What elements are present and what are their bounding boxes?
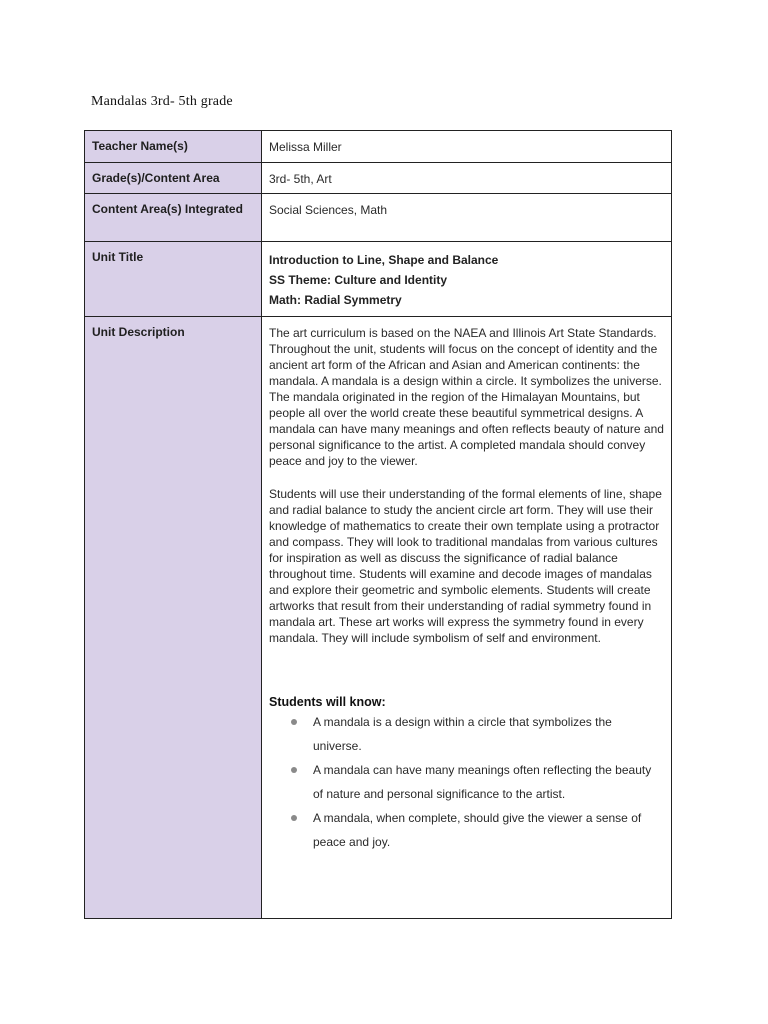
math-line: Math: Radial Symmetry bbox=[269, 293, 402, 307]
list-item-text: A mandala is a design within a circle that symbolizes the universe. bbox=[313, 715, 612, 753]
table-row-unit-title bbox=[85, 242, 672, 317]
teacher-label: Teacher Name(s) bbox=[85, 131, 262, 163]
students-will-know-heading: Students will know: bbox=[269, 695, 386, 709]
table-row-grades bbox=[85, 163, 672, 194]
grades-label: Grade(s)/Content Area bbox=[85, 163, 262, 194]
list-item-text: A mandala, when complete, should give the viewer a sense of peace and joy. bbox=[313, 811, 642, 849]
bullet-icon bbox=[291, 719, 297, 725]
table-row-integrated bbox=[85, 194, 672, 242]
teacher-value: Melissa Miller bbox=[262, 131, 672, 163]
description-paragraph: Students will use their understanding of the formal elements of line, shape and radial balance to study the ancient circle art form. They will use their knowledge of mathematics to create their own template using a protractor and compass. They will look to traditional mandalas from various cultures for inspiration as well as discuss the significance of radial balance throughout time. Students will examine and decode images of mandalas and explore their geometric and symbolic elements. Students will create artworks that result from their understanding of radial symmetry found in mandala art. These art works will express the symmetry found in every mandala. They will include symbolism of self and environment. bbox=[269, 487, 662, 645]
table-row-description bbox=[85, 317, 672, 919]
list-item bbox=[313, 806, 664, 854]
bullet-icon bbox=[291, 815, 297, 821]
description-paragraph: The art curriculum is based on the NAEA and Illinois Art State Standards. Throughout the unit, students will focus on the concept of identity and the ancient art form of the African and Asian and American continents: the mandala. A mandala is a design within a circle. It symbolizes the universe. The mandala originated in the region of the Himalayan Mountains, but people all over the world create these beautiful symmetrical designs. A mandala can have many meanings and often reflects beauty of nature and personal significance to the artist. A completed mandala should convey peace and joy to the viewer. bbox=[269, 326, 664, 468]
unit-title-label: Unit Title bbox=[85, 242, 262, 317]
integrated-label: Content Area(s) Integrated bbox=[85, 194, 262, 242]
description-label: Unit Description bbox=[85, 317, 262, 919]
bullet-icon bbox=[291, 767, 297, 773]
description-value bbox=[262, 317, 672, 919]
unit-title-line: Introduction to Line, Shape and Balance bbox=[269, 253, 499, 267]
list-item bbox=[313, 710, 664, 758]
document-title: Mandalas 3rd- 5th grade bbox=[91, 94, 233, 109]
table-row-teacher bbox=[85, 131, 672, 163]
unit-plan-table bbox=[84, 130, 672, 919]
list-item-text: A mandala can have many meanings often reflecting the beauty of nature and personal significance to the artist. bbox=[313, 763, 652, 801]
ss-theme-line: SS Theme: Culture and Identity bbox=[269, 273, 448, 287]
integrated-value: Social Sciences, Math bbox=[262, 194, 672, 242]
list-item bbox=[313, 758, 664, 806]
grades-value: 3rd- 5th, Art bbox=[262, 163, 672, 194]
unit-title-value bbox=[262, 242, 672, 317]
students-will-know-list bbox=[269, 710, 664, 854]
